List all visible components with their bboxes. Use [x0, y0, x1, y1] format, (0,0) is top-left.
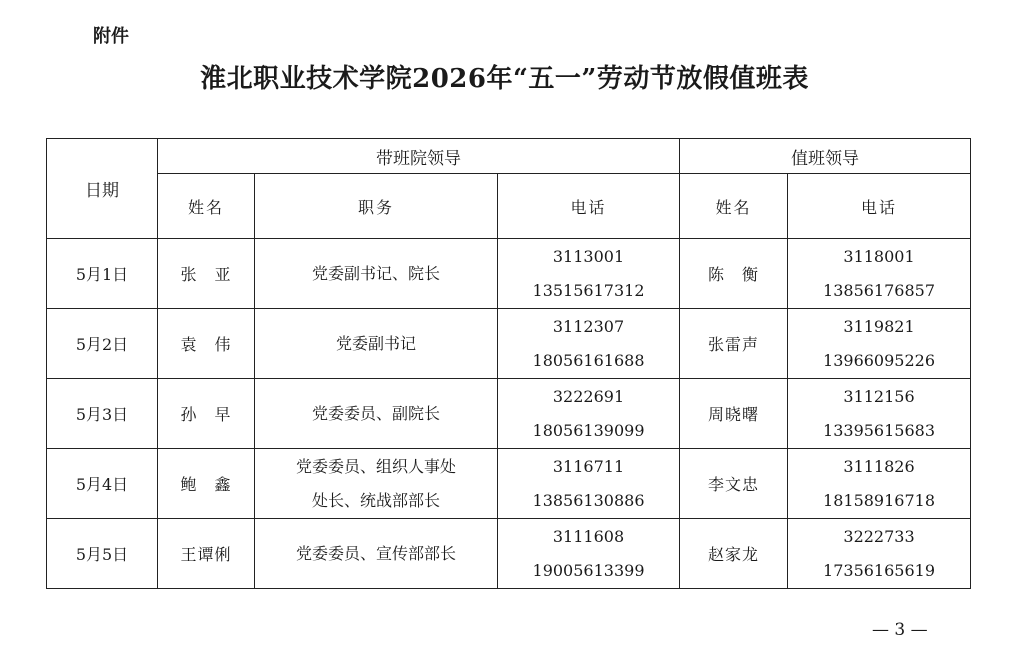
office-phone: 3111608 [552, 526, 625, 546]
leader-phone-cell [498, 309, 680, 379]
title-line: 党委委员、组织人事处 [295, 456, 456, 476]
title-line: 处长、统战部部长 [311, 490, 440, 510]
office-phone: 3112156 [843, 386, 915, 406]
date-cell: 5月2日 [47, 309, 158, 379]
title-header: 职务 [255, 174, 498, 239]
duty-phone-cell [788, 519, 971, 589]
duty-phone-header: 电话 [788, 174, 971, 239]
duty-phone-cell [788, 379, 971, 449]
date-cell: 5月5日 [47, 519, 158, 589]
document-title: 淮北职业技术学院2026年“五一”劳动节放假值班表 [200, 64, 809, 94]
leader-name-cell: 鲍 鑫 [158, 449, 255, 519]
duty-schedule-table [46, 138, 971, 589]
duty-name-header: 姓名 [680, 174, 788, 239]
mobile-phone: 18056161688 [532, 350, 645, 370]
leader-title-cell [255, 519, 498, 589]
office-phone: 3222733 [843, 526, 915, 546]
date-cell: 5月4日 [47, 449, 158, 519]
leader-name-cell: 孙 早 [158, 379, 255, 449]
leader-name-cell: 王谭俐 [158, 519, 255, 589]
mobile-phone: 13395615683 [823, 420, 936, 440]
office-phone: 3118001 [843, 246, 915, 266]
leader-name-cell: 袁 伟 [158, 309, 255, 379]
mobile-phone: 13966095226 [823, 350, 936, 370]
table-row [47, 449, 971, 519]
table-row [47, 239, 971, 309]
title-line: 党委副书记、院长 [311, 263, 440, 283]
date-cell: 5月1日 [47, 239, 158, 309]
office-phone: 3112307 [552, 316, 625, 336]
duty-name-cell: 陈 衡 [680, 239, 788, 309]
phone-header: 电话 [498, 174, 680, 239]
mobile-phone: 13515617312 [532, 280, 645, 300]
mobile-phone: 17356165619 [823, 560, 936, 580]
duty-name-cell: 李文忠 [680, 449, 788, 519]
title-line: 党委副书记 [335, 333, 416, 353]
table-row [47, 519, 971, 589]
leader-group-header: 带班院领导 [158, 139, 680, 174]
leader-phone-cell [498, 379, 680, 449]
duty-phone-cell [788, 309, 971, 379]
date-cell: 5月3日 [47, 379, 158, 449]
page-number: — 3 — [872, 620, 928, 640]
duty-phone-cell [788, 449, 971, 519]
leader-name-cell: 张 亚 [158, 239, 255, 309]
office-phone: 3222691 [552, 386, 625, 406]
duty-name-cell: 张雷声 [680, 309, 788, 379]
name-header: 姓名 [158, 174, 255, 239]
leader-phone-cell [498, 449, 680, 519]
mobile-phone: 13856130886 [532, 490, 645, 510]
office-phone: 3116711 [552, 456, 625, 476]
date-header: 日期 [47, 139, 158, 239]
mobile-phone: 19005613399 [532, 560, 645, 580]
leader-phone-cell [498, 519, 680, 589]
office-phone: 3113001 [552, 246, 625, 266]
leader-title-cell [255, 239, 498, 309]
duty-phone-cell [788, 239, 971, 309]
duty-name-cell: 赵家龙 [680, 519, 788, 589]
table-row [47, 309, 971, 379]
title-line: 党委委员、副院长 [311, 403, 440, 423]
duty-name-cell: 周晓曙 [680, 379, 788, 449]
title-line: 党委委员、宣传部部长 [295, 543, 456, 563]
leader-phone-cell [498, 239, 680, 309]
leader-title-cell [255, 379, 498, 449]
mobile-phone: 18158916718 [823, 490, 936, 510]
office-phone: 3111826 [843, 456, 915, 476]
mobile-phone: 18056139099 [532, 420, 645, 440]
table-row [47, 379, 971, 449]
attachment-label: 附件 [93, 26, 129, 47]
office-phone: 3119821 [843, 316, 915, 336]
leader-title-cell [255, 309, 498, 379]
leader-title-cell [255, 449, 498, 519]
duty-group-header: 值班领导 [680, 139, 971, 174]
mobile-phone: 13856176857 [823, 280, 936, 300]
